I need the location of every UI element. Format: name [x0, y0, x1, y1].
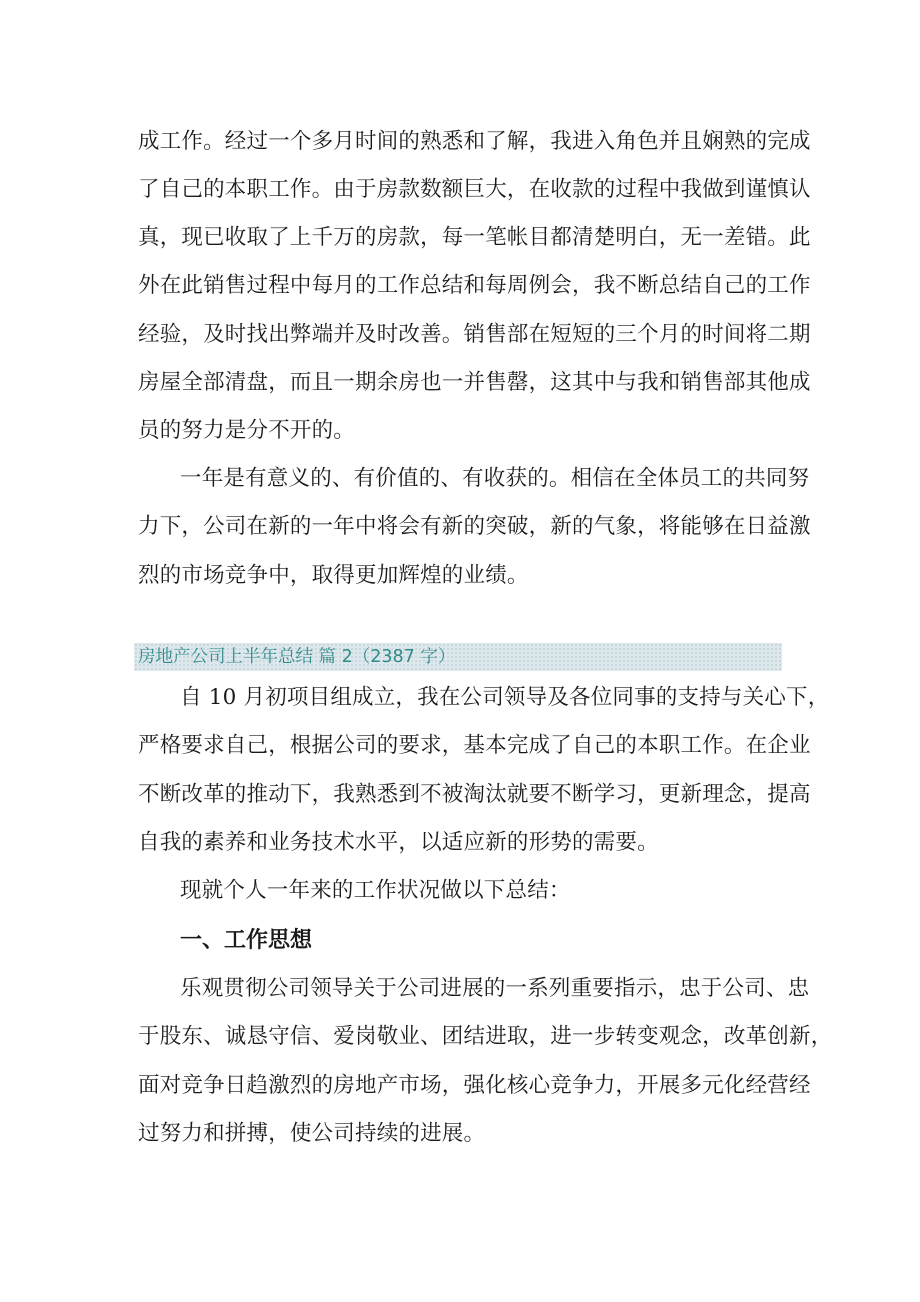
text-line: 不断改革的推动下，我熟悉到不被淘汰就要不断学习，更新理念，提高 [138, 782, 811, 807]
text-line: 严格要求自己，根据公司的要求，基本完成了自己的本职工作。在企业 [138, 733, 811, 758]
text-line: 乐观贯彻公司领导关于公司进展的一系列重要指示，忠于公司、忠 [180, 976, 810, 1001]
text-line: 于股东、诚恳守信、爱岗敬业、团结进取，进一步转变观念，改革创新， [138, 1024, 833, 1049]
text-line: 烈的市场竞争中，取得更加辉煌的业绩。 [138, 563, 529, 588]
text-line: 房屋全部清盘，而且一期余房也一并售罄，这其中与我和销售部其他成 [138, 370, 811, 395]
section-title: 房地产公司上半年总结 篇 2（2387 字） [138, 647, 456, 667]
text-line: 一年是有意义的、有价值的、有收获的。相信在全体员工的共同努 [180, 466, 810, 491]
text-line: 成工作。经过一个多月时间的熟悉和了解，我进入角色并且娴熟的完成 [138, 129, 811, 154]
text-line: 力下，公司在新的一年中将会有新的突破，新的气象，将能够在日益激 [138, 514, 811, 539]
text-line: 员的努力是分不开的。 [138, 418, 356, 443]
text-line: 真，现已收取了上千万的房款，每一笔帐目都清楚明白，无一差错。此 [138, 225, 811, 250]
text-line: 过努力和拼搏，使公司持续的进展。 [138, 1121, 486, 1146]
text-line: 自我的素养和业务技术水平，以适应新的形势的需要。 [138, 830, 659, 855]
section-heading: 一、工作思想 [180, 928, 313, 953]
text-line: 外在此销售过程中每月的工作总结和每周例会，我不断总结自己的工作 [138, 273, 811, 298]
text-line: 自 10 月初项目组成立，我在公司领导及各位同事的支持与关心下， [180, 685, 830, 710]
text-line: 经验，及时找出弊端并及时改善。销售部在短短的三个月的时间将二期 [138, 322, 811, 347]
text-line: 现就个人一年来的工作状况做以下总结： [180, 878, 571, 903]
text-line: 面对竞争日趋激烈的房地产市场，强化核心竞争力，开展多元化经营经 [138, 1073, 811, 1098]
text-line: 了自己的本职工作。由于房款数额巨大，在收款的过程中我做到谨慎认 [138, 177, 811, 202]
section-title-bar [134, 643, 782, 671]
